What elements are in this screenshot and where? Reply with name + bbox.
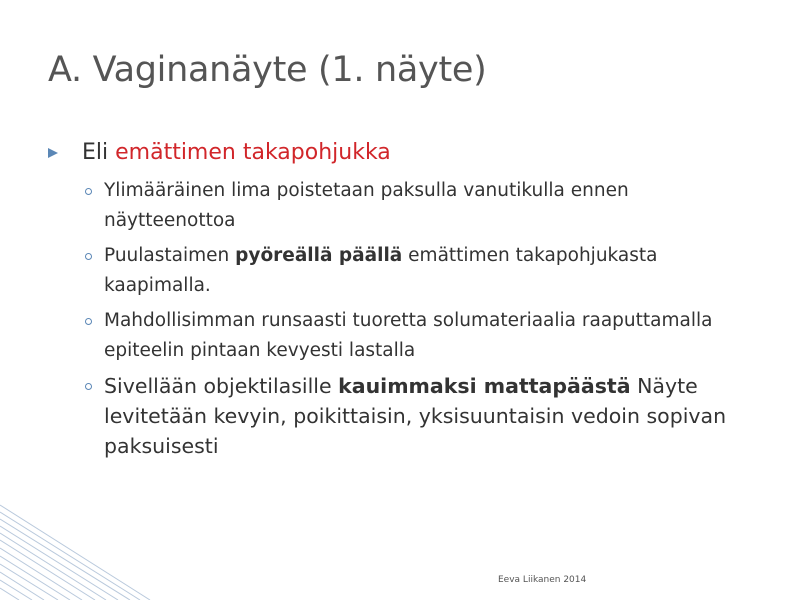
- slide-content: [48, 138, 748, 466]
- sub-bullet-text: Näyte levitetään kevyin, poikittaisin, yksisuuntaisin vedoin sopivan paksuisesti: [104, 374, 727, 458]
- slide-title: A. Vaginanäyte (1. näyte): [48, 50, 487, 90]
- sub-bullet-text: Puulastaimen: [104, 245, 236, 266]
- level1-prefix: Eli: [82, 140, 116, 165]
- bullet-level1: [48, 138, 748, 168]
- sub-bullet-text: Mahdollisimman runsaasti tuoretta solumateriaalia raaputtamalla epiteelin pintaan kevyesti lastalla: [104, 310, 713, 361]
- sub-bullet-bold: kauimmaksi mattapäästä: [338, 374, 631, 398]
- ring-bullet-icon: [85, 383, 92, 390]
- ring-bullet-icon: [85, 188, 92, 195]
- sub-bullet-text: Ylimääräinen lima poistetaan paksulla vanutikulla ennen näytteenottoa: [104, 180, 629, 231]
- sub-bullet-2: [48, 241, 748, 301]
- sub-bullet-1: [48, 176, 748, 236]
- footer-author: Eeva Liikanen 2014: [498, 575, 587, 585]
- sub-bullet-3: [48, 306, 748, 366]
- level1-highlight: emättimen takapohjukka: [115, 140, 391, 165]
- ring-bullet-icon: [85, 253, 92, 260]
- sub-bullet-4: [48, 371, 748, 461]
- ring-bullet-icon: [85, 318, 92, 325]
- sub-bullet-text: Sivellään objektilasille: [104, 374, 339, 398]
- sub-bullet-bold: pyöreällä päällä: [235, 245, 403, 266]
- sub-bullets: [48, 176, 748, 461]
- sub-bullet-text: emättimen takapohjukasta kaapimalla.: [104, 245, 658, 296]
- triangle-bullet-icon: [48, 148, 58, 158]
